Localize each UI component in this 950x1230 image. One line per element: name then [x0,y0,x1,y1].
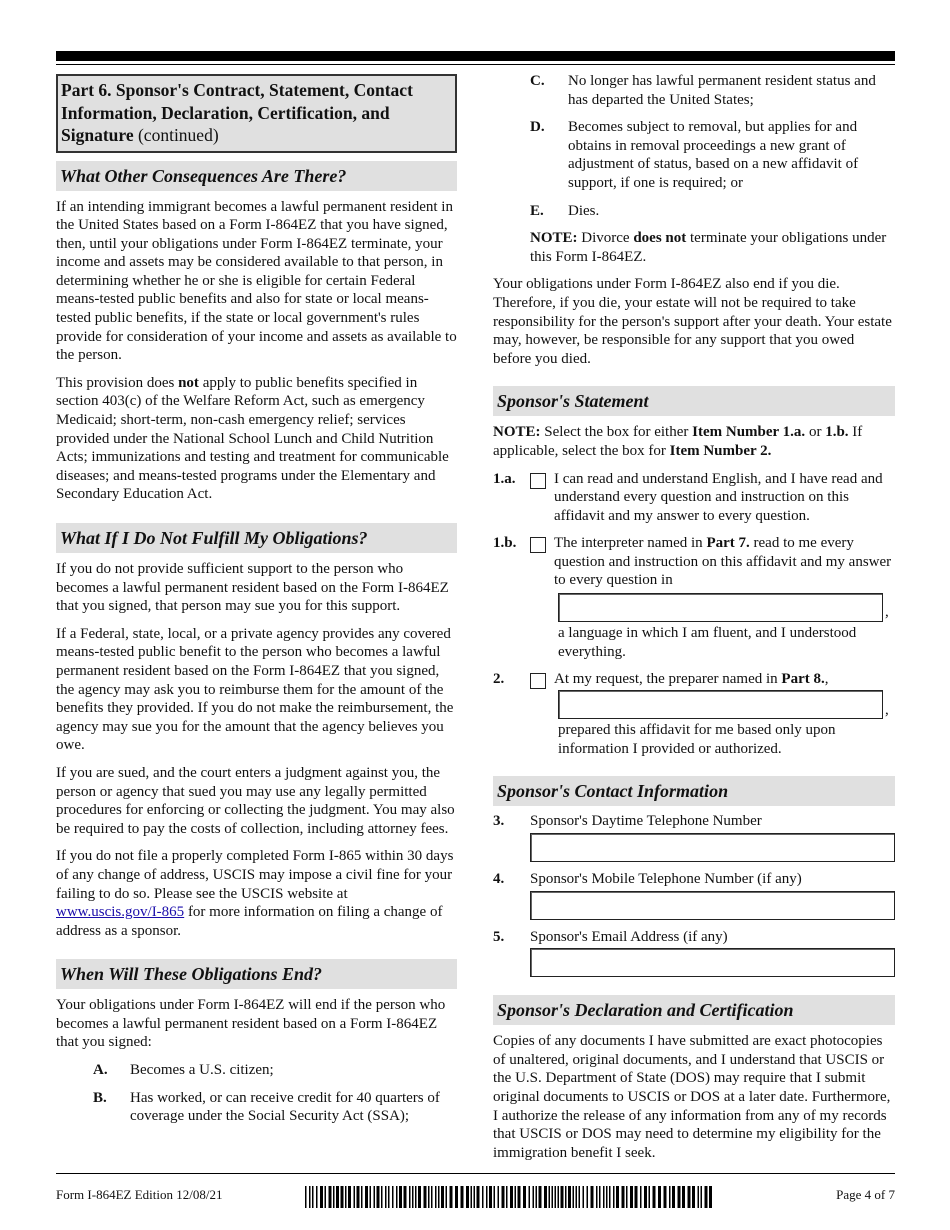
end-item-c: C. No longer has lawful permanent resident status and has departed the United States; [530,73,876,108]
top-rule-thin [56,64,895,65]
item-4-label: 4. Sponsor's Mobile Telephone Number (if any) [493,871,802,888]
end-intro: Your obligations under Form I-864EZ will end if the person who becomes a lawful permanent resident based on a Form I-864EZ that you signed: [56,997,446,1051]
statement-note: NOTE: Select the box for either Item Number 1.a. or 1.b. If applicable, select the box for Item Number 2. [493,424,863,459]
preparer-field-row: , [558,690,895,719]
end-heading: When Will These Obligations End? [56,959,457,989]
form-edition: Form I-864EZ Edition 12/08/21 [56,1187,223,1202]
uscis-link[interactable]: www.uscis.gov/I-865 [56,904,185,921]
part-heading-continued: (continued) [133,125,219,145]
language-field-row: , [558,593,895,622]
part-heading [56,74,457,153]
fulfill-p3: If you are sued, and the court enters a judgment against you, the person or agency that sued you may use any legally permitted procedures for enforcing or collecting the judgment. You may also be required to pay the costs of collection, including attorney fees. [56,764,455,837]
death-paragraph: Your obligations under Form I-864EZ also end if you die. Therefore, if you die, your estate will not be required to take responsibility for the person's support after your death. Your estate may, however, be responsible for any support that you owed before you died. [493,276,892,367]
fulfill-heading: What If I Do Not Fulfill My Obligations? [56,523,457,553]
declaration-heading: Sponsor's Declaration and Certification [493,995,895,1025]
end-item-e: E. Dies. [530,202,600,219]
consequences-p1: If an intending immigrant becomes a lawful permanent resident in the United States based on a Form I-864EZ that you have signed, then, until your obligations under Form I-864EZ terminate, your income and assets may be considered available to that person, in determining whether he or she is eligible for certain Federal means-tested public benefits and also for state or local means-tested public benefits, if the state or local government's rules provide for consideration of your income and assets as available to the person. [56,198,457,364]
bottom-rule [56,1173,895,1174]
item-2-after: prepared this affidavit for me based only upon information I provided or authorized. [558,722,836,757]
divorce-note: NOTE: Divorce does not terminate your obligations under this Form I-864EZ. [530,230,887,265]
barcode [305,1186,713,1208]
fulfill-p1: If you do not provide sufficient support to the person who becomes a lawful permanent resident based on the Form I-864EZ that you signed, that person may sue you for this support. [56,561,449,615]
declaration-text: Copies of any documents I have submitted are exact photocopies of unaltered, original documents, and I understand that USCIS or the U.S. Department of State (DOS) may require that I submit original documents to USCIS or DOS at a later date. Furthermore, I authorize the release of any information from any of my records that USCIS or DOS may need to determine my eligibility for the immigration benefit I seek. [493,1033,891,1161]
checkbox-1a[interactable] [530,473,546,489]
fulfill-p4: If you do not file a properly completed Form I-865 within 30 days of any change of address, USCIS may impose a civil fine for your failing to do so. Please see the USCIS website at www.uscis.gov/I-865 for more information on filing a change of address as a sponsor. [56,848,454,939]
left-column [56,74,457,1126]
part-heading-bold: Part 6. Sponsor's Contract, Statement, Contact Information, Declaration, Certification, and Signature [61,80,413,145]
end-item-d: D. Becomes subject to removal, but applies for and obtains in removal proceedings a new grant of adjustment of status, based on a new affidavit of support, if one is required; or [530,119,859,191]
checkbox-2[interactable] [530,673,546,689]
contact-heading: Sponsor's Contact Information [493,776,895,806]
right-column [493,72,895,1162]
statement-heading: Sponsor's Statement [493,386,895,416]
item-2: 2. At my request, the preparer named in Part 8., [493,671,829,688]
item-1b-after: a language in which I am fluent, and I understood everything. [558,625,857,660]
item-5-label: 5. Sponsor's Email Address (if any) [493,928,728,945]
email-input[interactable] [530,948,895,977]
end-item-b: B. Has worked, or can receive credit for 40 quarters of coverage under the Social Security Act (SSA); [93,1089,440,1125]
fulfill-p2: If a Federal, state, local, or a private agency provides any covered means-tested public benefit to the person who becomes a lawful permanent resident based on the Form I-864EZ that you signed, the agency may ask you to reimburse them for the amount of the benefits they provided. If you do not make the reimbursement, the agency may sue you for the amount that the agency believes you owe. [56,625,454,754]
checkbox-1b[interactable] [530,537,546,553]
daytime-phone-input[interactable] [530,833,895,862]
top-rule [56,51,895,61]
end-item-a: A. Becomes a U.S. citizen; [93,1062,274,1079]
page-number: Page 4 of 7 [836,1187,895,1202]
consequences-p2: This provision does not apply to public benefits specified in section 403(c) of the Welfare Reform Act, such as emergency Medicaid; short-term, non-cash emergency relief; services provided under the National School Lunch and Child Nutrition Acts; immunizations and testing and treatment for communicable diseases; and means-tested programs under the Elementary and Secondary Education Act. [56,374,449,503]
item-1b: 1.b. The interpreter named in Part 7. read to me every question and instruction on this affidavit and my answer to every question in [493,535,892,589]
consequences-heading: What Other Consequences Are There? [56,161,457,191]
preparer-input[interactable] [558,690,883,719]
item-1a: 1.a. I can read and understand English, and I have read and understand every question and instruction on this affidavit and my answer to every question. [493,470,883,524]
language-input[interactable] [558,593,883,622]
item-3-label: 3. Sponsor's Daytime Telephone Number [493,813,762,830]
mobile-phone-input[interactable] [530,891,895,920]
